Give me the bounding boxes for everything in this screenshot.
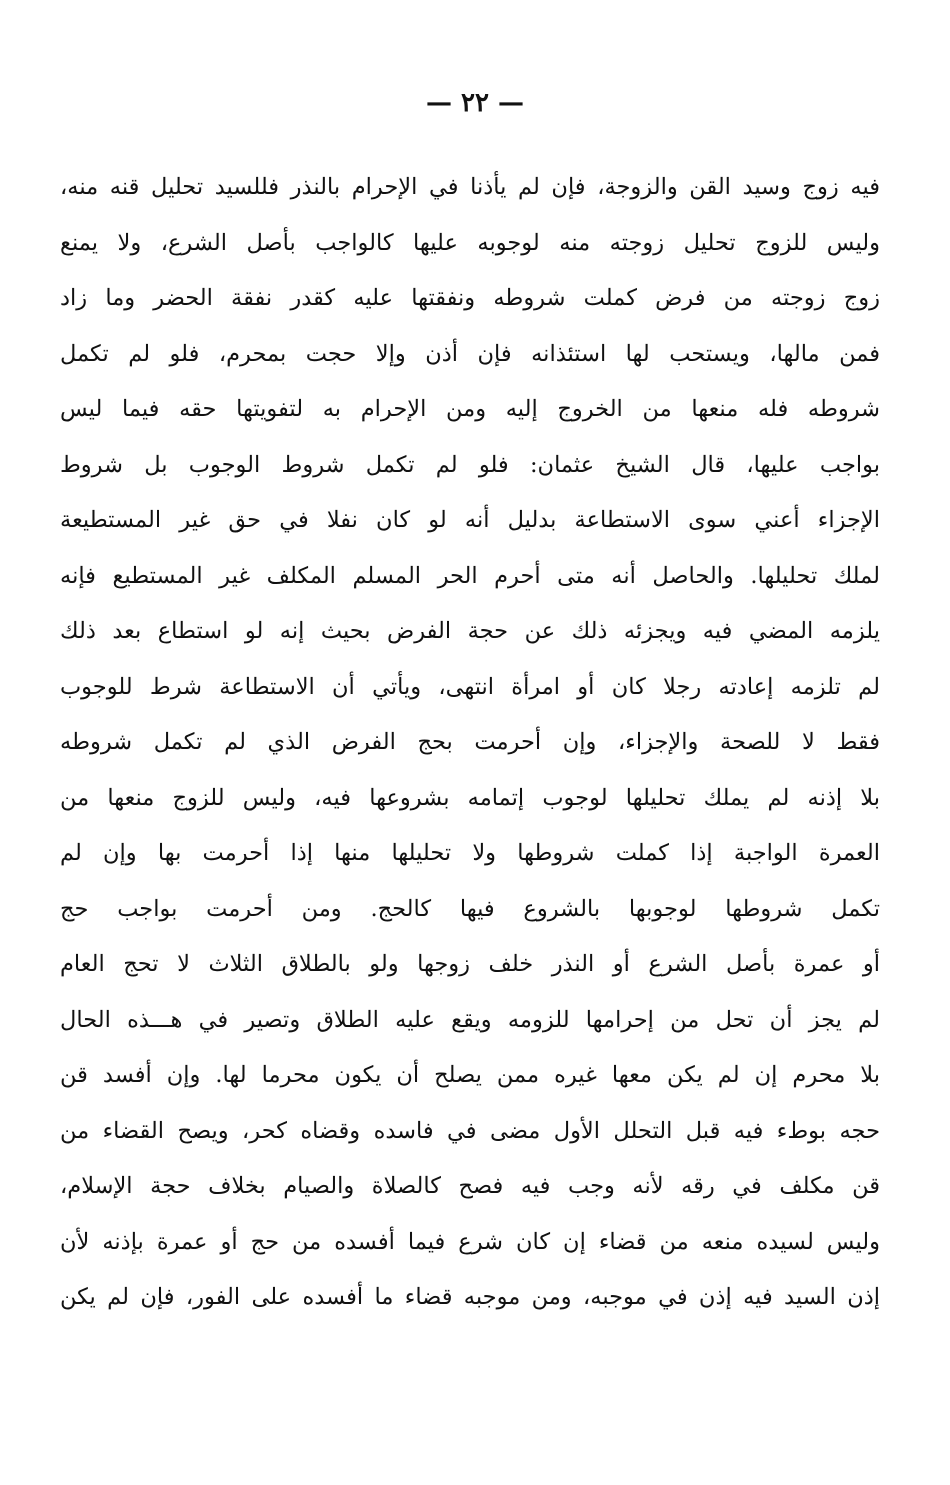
text-line: أو عمرة بأصل الشرع أو النذر خلف زوجها ولو بالطلاق الثلاث لا تحج العام	[60, 951, 880, 977]
text-line: شروطه فله منعها من الخروج إليه ومن الإحرام به لتفويتها حقه فيما ليس	[60, 396, 880, 422]
text-line: قن مكلف في رقه لأنه وجب فيه فصح كالصلاة والصيام بخلاف حجة الإسلام،	[60, 1173, 880, 1199]
text-line: حجه بوطء فيه قبل التحلل الأول مضى في فاسده وقضاه كحر، ويصح القضاء من	[60, 1117, 880, 1144]
text-line: فقط لا للصحة والإجزاء، وإن أحرمت بحج الفرض الذي لم تكمل شروطه	[60, 729, 880, 755]
text-line: فيه زوج وسيد القن والزوجة، فإن لم يأذنا في الإحرام بالنذر فللسيد تحليل قنه منه،	[60, 174, 880, 200]
text-line: لملك تحليلها. والحاصل أنه متى أحرم الحر المسلم المكلف غير المستطيع فإنه	[60, 562, 880, 589]
text-line: لم تلزمه إعادته رجلا كان أو امرأة انتهى، ويأتي أن الاستطاعة شرط للوجوب	[60, 673, 880, 700]
text-line: تكمل شروطها لوجوبها بالشروع فيها كالحج. ومن أحرمت بواجب حج	[60, 895, 880, 922]
text-line: وليس للزوج تحليل زوجته منه لوجوبه عليها كالواجب بأصل الشرع، ولا يمنع	[60, 229, 880, 256]
text-line: زوج زوجته من فرض كملت شروطه ونفقتها عليه كقدر نفقة الحضر وما زاد	[60, 285, 880, 311]
text-line: فمن مالها، ويستحب لها استئذانه فإن أذن وإلا حجت بمحرم، فلو لم تكمل	[60, 340, 880, 367]
text-line: بلا إذنه لم يملك تحليلها لوجوب إتمامه بشروعها فيه، وليس للزوج منعها من	[60, 784, 880, 811]
text-line: إذن السيد فيه إذن في موجبه، ومن موجبه قضاء ما أفسده على الفور، فإن لم يكن	[60, 1284, 880, 1310]
text-line: بلا محرم إن لم يكن معها غيره ممن يصلح أن يكون محرما لها. وإن أفسد قن	[60, 1062, 880, 1088]
text-line: وليس لسيده منعه من قضاء إن كان شرع فيما أفسده من حج أو عمرة بإذنه لأن	[60, 1228, 880, 1255]
text-line: الإجزاء أعني سوى الاستطاعة بدليل أنه لو كان نفلا في حق غير المستطيعة	[60, 507, 880, 533]
text-line: لم يجز أن تحل من إحرامها للزومه ويقع عليه الطلاق وتصير في هـــذه الحال	[60, 1006, 880, 1033]
text-line: يلزمه المضي فيه ويجزئه ذلك عن حجة الفرض بحيث إنه لو استطاع بعد ذلك	[60, 618, 880, 644]
page-number: — ٢٢ —	[425, 88, 525, 118]
text-line: العمرة الواجبة إذا كملت شروطها ولا تحليلها منها إذا أحرمت بها وإن لم	[60, 840, 880, 866]
text-line: بواجب عليها، قال الشيخ عثمان: فلو لم تكمل شروط الوجوب بل شروط	[60, 451, 880, 478]
page-body-text	[60, 160, 880, 1326]
